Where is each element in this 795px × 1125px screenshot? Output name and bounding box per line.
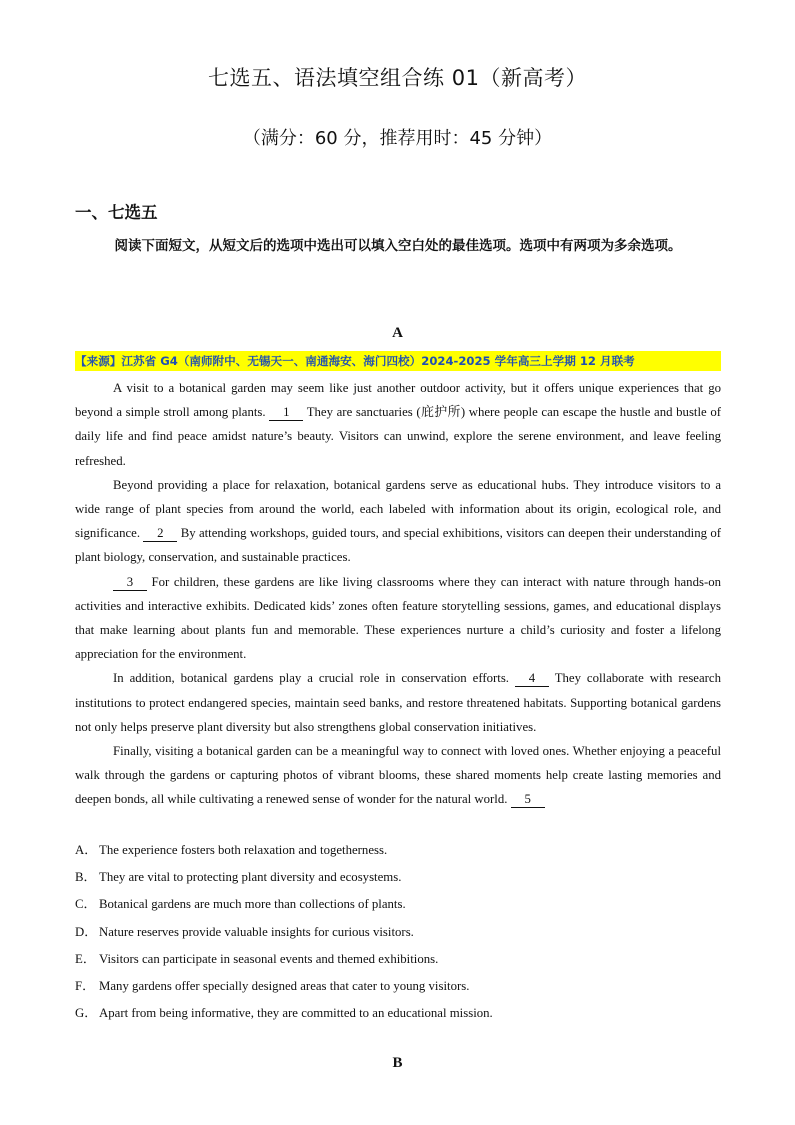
blank-3: 3 bbox=[113, 574, 147, 591]
paragraph-2 bbox=[75, 473, 721, 570]
paragraph-text: In addition, botanical gardens play a crucial role in conservation efforts. bbox=[113, 671, 510, 686]
blank-5: 5 bbox=[511, 791, 545, 808]
passage-a-label: A bbox=[392, 325, 403, 341]
option-b bbox=[75, 865, 721, 892]
option-letter: F． bbox=[75, 978, 95, 993]
passage-b-label: B bbox=[392, 1055, 403, 1071]
paragraph-4 bbox=[75, 666, 721, 739]
paragraph-text: A visit to a botanical garden may seem like just another outdoor activity, but it offers unique experiences that go beyond a simple stroll among plants. bbox=[75, 381, 721, 420]
source-highlight: 【来源】江苏省 G4（南师附中、无锡天一、南通海安、海门四校）2024-2025 学年高三上学期 12 月联考 bbox=[75, 351, 721, 371]
page-subtitle: （满分：60 分，推荐用时：45 分钟） bbox=[242, 128, 553, 149]
option-text: Visitors can participate in seasonal events and themed exhibitions. bbox=[99, 951, 439, 966]
paragraph-3 bbox=[75, 570, 721, 667]
option-c bbox=[75, 892, 721, 919]
option-letter: B． bbox=[75, 870, 97, 885]
paragraph-text: For children, these gardens are like living classrooms where they can interact with nature through hands-on activities and interactive exhibits. Dedicated kids’ zones often feature storytelling sessions, games, and educational displays that make learning about plants fun and memorable. These experiences nurture a child’s curiosity and foster a lifelong appreciation for the environment. bbox=[75, 574, 722, 662]
section-heading: 一、七选五 bbox=[75, 203, 158, 222]
option-g bbox=[75, 1001, 721, 1028]
paragraph-text: They are sanctuaries (庇护所) where people can escape the hustle and bustle of daily life and find peace amidst nature’s beauty. Visitors can unwind, explore the serene environment, and leave feeling refreshed. bbox=[75, 405, 722, 468]
option-text: Many gardens offer specially designed areas that cater to young visitors. bbox=[99, 978, 470, 993]
option-a bbox=[75, 838, 721, 865]
option-letter: G． bbox=[75, 1006, 98, 1021]
option-text: The experience fosters both relaxation and togetherness. bbox=[99, 843, 388, 857]
option-text: Nature reserves provide valuable insights for curious visitors. bbox=[99, 924, 414, 939]
blank-4: 4 bbox=[515, 670, 549, 687]
paragraph-5 bbox=[75, 739, 721, 812]
paragraph-text: By attending workshops, guided tours, and special exhibitions, visitors can deepen their understanding of plant biology, conservation, and sustainable practices. bbox=[75, 526, 722, 565]
option-letter: D． bbox=[75, 924, 98, 939]
options-list bbox=[75, 838, 721, 1028]
option-text: Apart from being informative, they are committed to an educational mission. bbox=[99, 1006, 493, 1021]
option-f bbox=[75, 974, 721, 1001]
blank-2: 2 bbox=[143, 525, 177, 542]
paragraph-text: Beyond providing a place for relaxation, botanical gardens serve as educational hubs. They introduce visitors to a wide range of plant species from around the world, each labeled with information about its origin, ecological role, and significance. bbox=[75, 477, 721, 541]
page-title: 七选五、语法填空组合练 01（新高考） bbox=[208, 66, 587, 90]
blank-1: 1 bbox=[269, 404, 303, 421]
option-letter: A． bbox=[75, 843, 98, 857]
paragraph-text: They collaborate with research institutions to protect endangered species, maintain seed banks, and restore threatened habitats. Supporting botanical gardens not only helps preserve plant diversity but also strengthens global conservation initiatives. bbox=[75, 671, 722, 734]
passage-a-body bbox=[75, 376, 721, 812]
option-d bbox=[75, 920, 721, 947]
option-letter: C． bbox=[75, 897, 97, 912]
paragraph-text: Finally, visiting a botanical garden can be a meaningful way to connect with loved ones. Whether enjoying a peaceful walk through the gardens or capturing photos of vibrant blooms, these shared moments help create lasting memories and deepen bonds, all while cultivating a renewed sense of wonder for the natural world. bbox=[75, 744, 721, 807]
option-e bbox=[75, 947, 721, 974]
paragraph-1 bbox=[75, 376, 721, 473]
option-text: They are vital to protecting plant diversity and ecosystems. bbox=[99, 870, 402, 885]
option-text: Botanical gardens are much more than collections of plants. bbox=[99, 897, 406, 912]
option-letter: E． bbox=[75, 951, 96, 966]
instructions-text: 阅读下面短文，从短文后的选项中选出可以填入空白处的最佳选项。选项中有两项为多余选项。 bbox=[114, 238, 682, 254]
